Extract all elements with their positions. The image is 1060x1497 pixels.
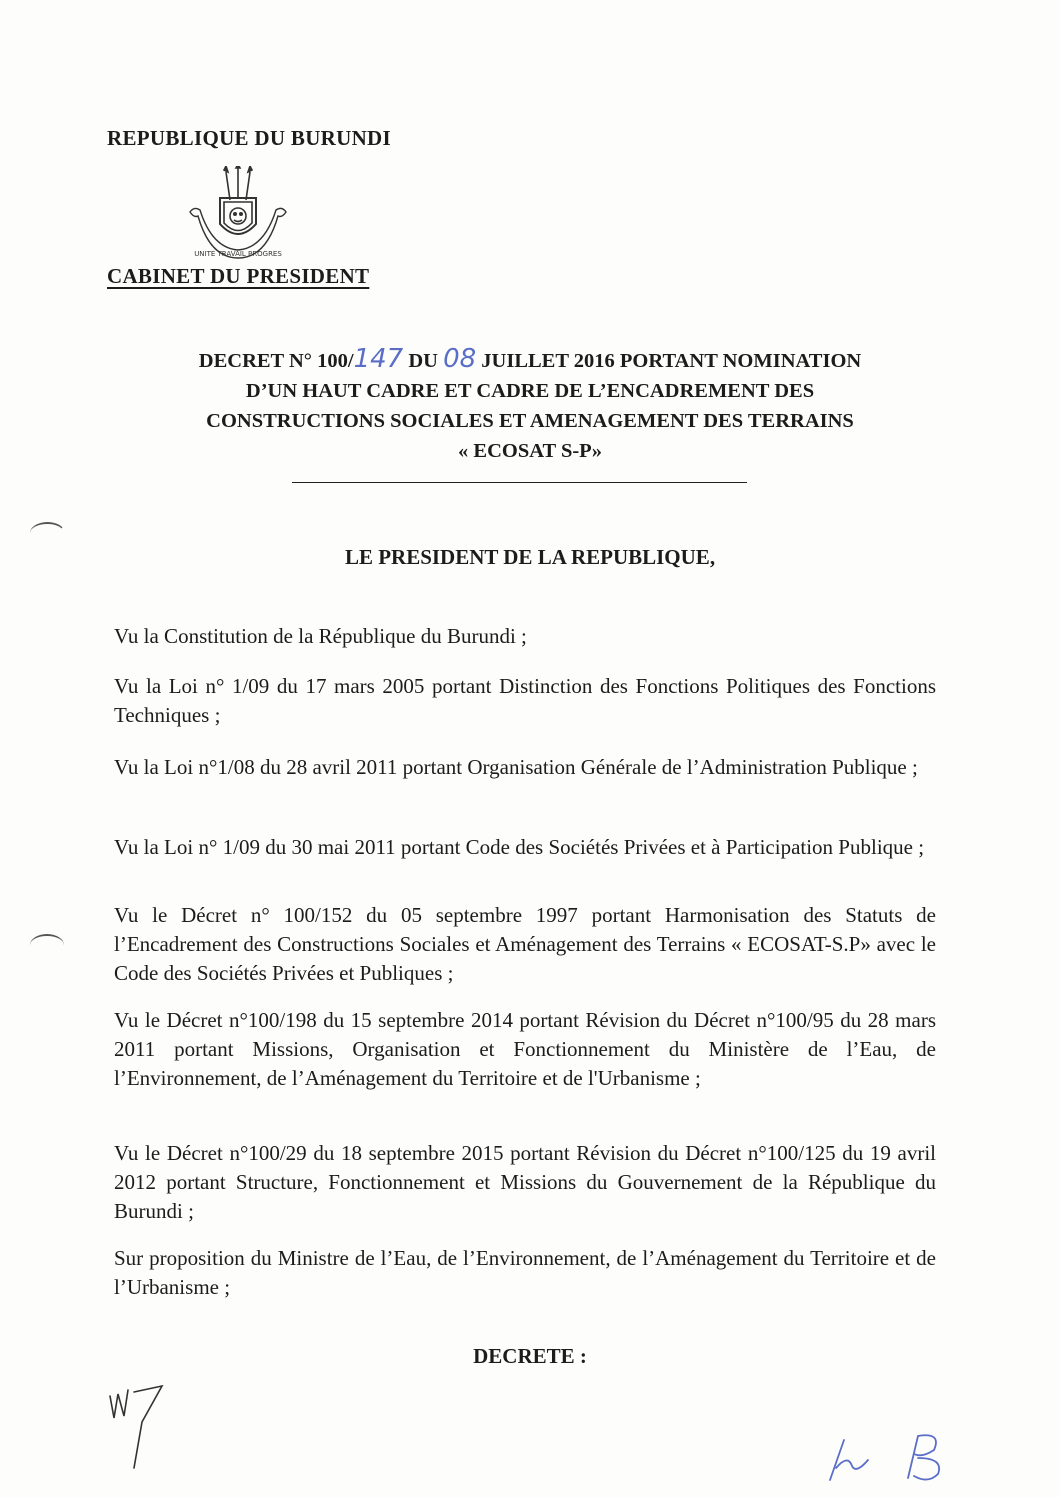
consideration-4: Vu la Loi n° 1/09 du 30 mai 2011 portant Code des Sociétés Privées et à Participation Publique ; <box>114 835 925 859</box>
title-prefix: DECRET N° 100/ <box>198 350 354 372</box>
handwritten-day: 08 <box>443 344 477 374</box>
decrete-heading: DECRETE : <box>473 1344 587 1368</box>
initials-left <box>104 1382 174 1472</box>
title-line-2: D’UN HAUT CADRE ET CADRE DE L’ENCADREMENT DES <box>245 380 815 402</box>
consideration-7: Vu le Décret n°100/29 du 18 septembre 2015 portant Révision du Décret n°100/125 du 19 avril 2012 portant Structure, Fonctionnement et Missions du Gouvernement de la République du Burundi ; <box>114 1141 936 1223</box>
consideration-3: Vu la Loi n°1/08 du 28 avril 2011 portant Organisation Générale de l’Administration Publique ; <box>114 755 918 779</box>
margin-mark <box>30 522 65 544</box>
consideration-5: Vu le Décret n° 100/152 du 05 septembre 1997 portant Harmonisation des Statuts de l’Encadrement des Constructions Sociales et Aménagement des Terrains « ECOSAT-S.P» avec le Code des Sociétés Privées et Publiques ; <box>114 903 936 985</box>
initials-left-svg <box>104 1382 174 1472</box>
cabinet-heading: CABINET DU PRESIDENT <box>107 264 370 288</box>
consideration-6: Vu le Décret n°100/198 du 15 septembre 2014 portant Révision du Décret n°100/95 du 28 mars 2011 portant Missions, Organisation et Fonctionnement du Ministère de l’Eau, de l’Environnement, de l’Aménagement du Territoire et de l'Urbanisme ; <box>114 1008 936 1090</box>
initials-right-svg <box>822 1428 962 1488</box>
consideration-1: Vu la Constitution de la République du Burundi ; <box>114 624 527 648</box>
coat-of-arms <box>186 166 290 262</box>
margin-mark <box>30 934 64 956</box>
title-suffix: JUILLET 2016 PORTANT NOMINATION <box>481 350 862 372</box>
title-line-1 <box>100 344 960 376</box>
republic-heading: REPUBLIQUE DU BURUNDI <box>107 126 391 150</box>
consideration-8: Sur proposition du Ministre de l’Eau, de l’Environnement, de l’Aménagement du Territoire et de l’Urbanisme ; <box>114 1246 936 1299</box>
emblem-svg <box>186 166 290 262</box>
title-line-3: CONSTRUCTIONS SOCIALES ET AMENAGEMENT DES TERRAINS <box>206 410 854 432</box>
handwritten-decree-number: 147 <box>353 344 404 374</box>
initials-right <box>822 1428 962 1488</box>
title-line-4: « ECOSAT S-P» <box>458 440 602 462</box>
title-du: DU <box>408 350 438 372</box>
consideration-2: Vu la Loi n° 1/09 du 17 mars 2005 portant Distinction des Fonctions Politiques des Fonctions Techniques ; <box>114 674 936 727</box>
decree-title <box>100 344 960 466</box>
emblem-motto: UNITE TRAVAIL PROGRES <box>194 250 282 258</box>
title-divider <box>292 482 747 483</box>
president-heading: LE PRESIDENT DE LA REPUBLIQUE, <box>344 545 716 569</box>
